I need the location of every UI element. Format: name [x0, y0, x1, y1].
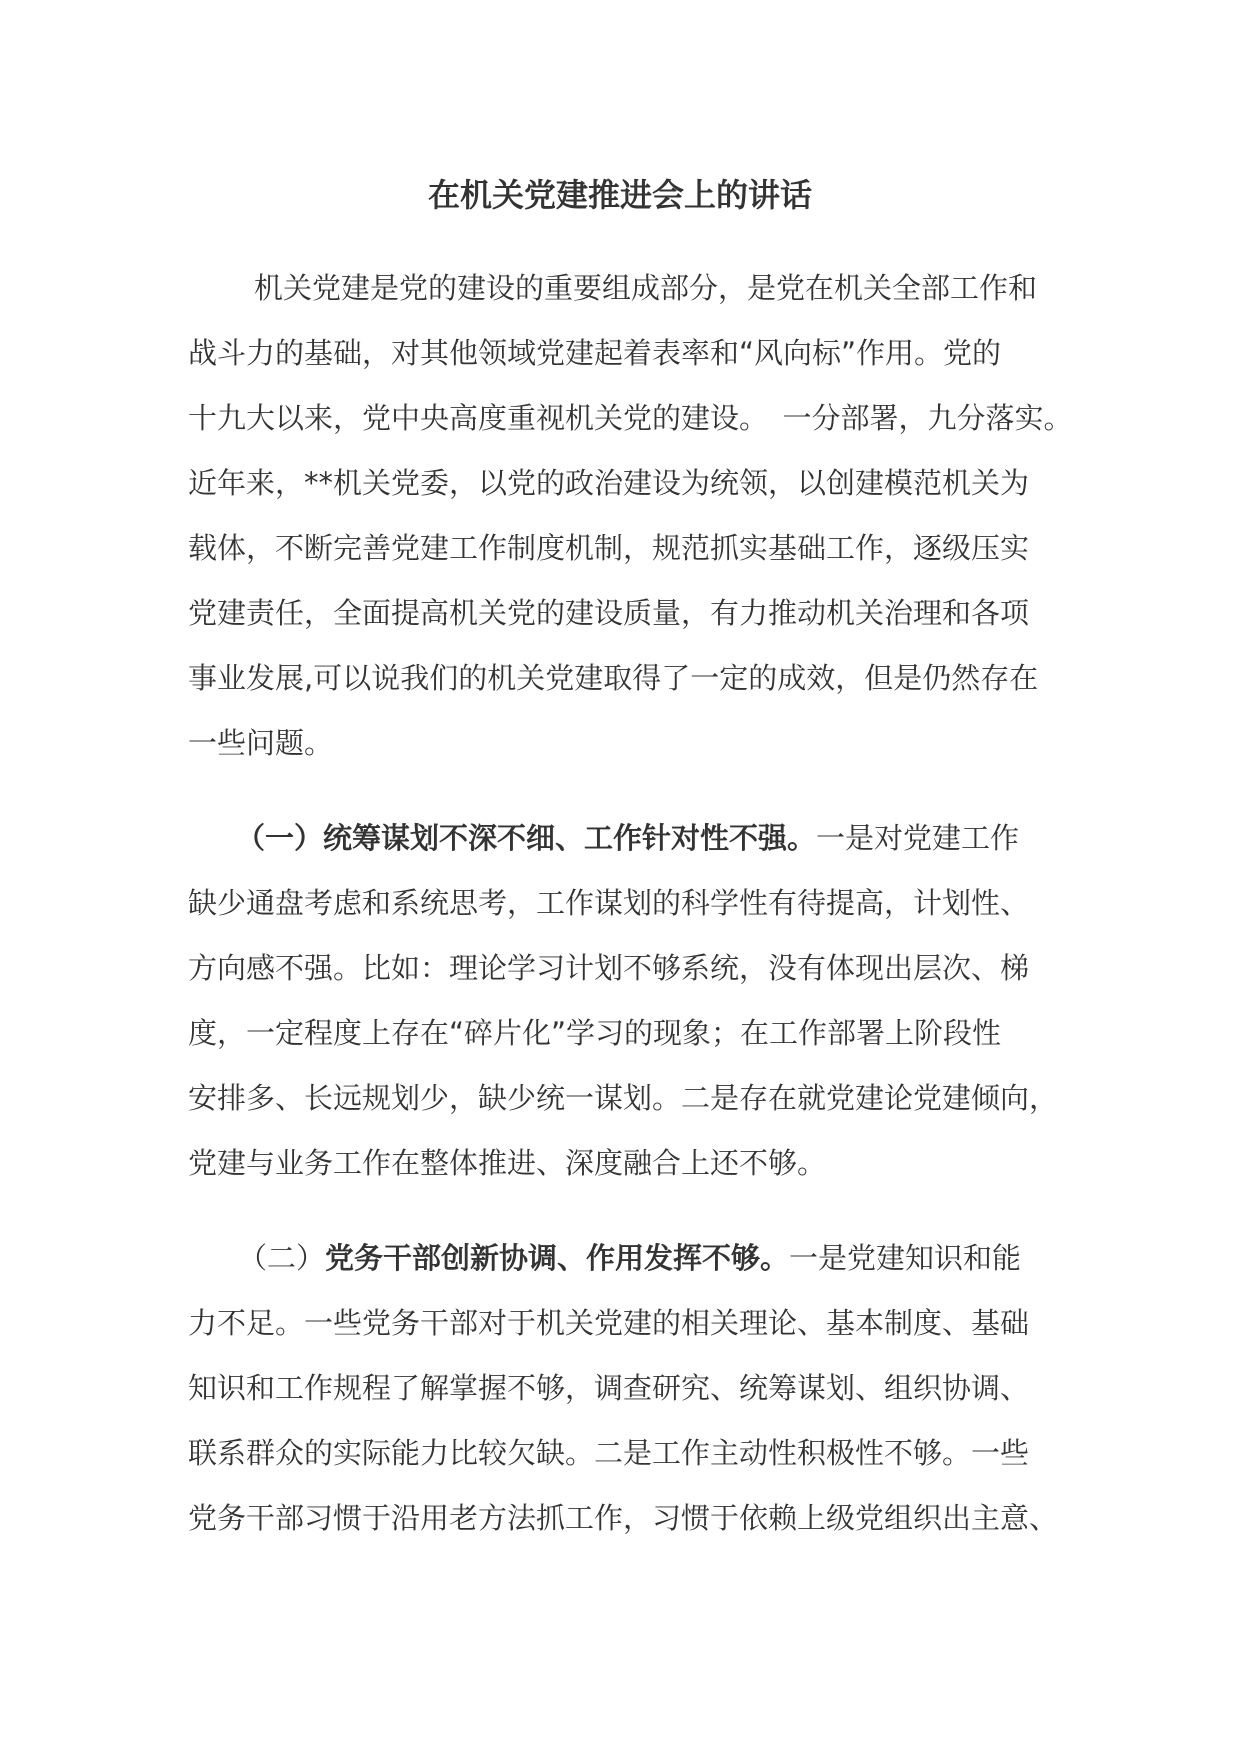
- paragraph-line: 近年来，**机关党委，以党的政治建设为统领，以创建模范机关为: [188, 466, 1030, 500]
- paragraph-line: 缺少通盘考虑和系统思考，工作谋划的科学性有待提高，计划性、: [188, 886, 1030, 920]
- paragraph-line: （一）统筹谋划不深不细、工作针对性不强。一是对党建工作: [236, 821, 1020, 855]
- paragraph-section-1: [188, 806, 1068, 1196]
- paragraph-line: 党建责任，全面提高机关党的建设质量，有力推动机关治理和各项: [188, 596, 1030, 630]
- section-heading: （一）统筹谋划不深不细、工作针对性不强。: [236, 821, 817, 855]
- paragraph-line: 战斗力的基础，对其他领域党建起着表率和“风向标”作用。党的: [188, 336, 1002, 370]
- section-number: （二）: [238, 1241, 326, 1275]
- paragraph-intro: [188, 256, 1073, 776]
- paragraph-line: （二）党务干部创新协调、作用发挥不够。一是党建知识和能: [238, 1241, 1022, 1275]
- paragraph-line: 党务干部习惯于沿用老方法抓工作，习惯于依赖上级党组织出主意、: [188, 1501, 1059, 1535]
- paragraph-line: 力不足。一些党务干部对于机关党建的相关理论、基本制度、基础: [188, 1306, 1030, 1340]
- paragraph-line: 方向感不强。比如：理论学习计划不够系统，没有体现出层次、梯: [188, 951, 1030, 985]
- paragraph-line: 知识和工作规程了解掌握不够，调查研究、统筹谋划、组织协调、: [188, 1371, 1030, 1405]
- paragraph-line: 安排多、长远规划少，缺少统一谋划。二是存在就党建论党建倾向，: [188, 1081, 1059, 1115]
- paragraph-line: 度，一定程度上存在“碎片化”学习的现象；在工作部署上阶段性: [188, 1016, 1002, 1050]
- paragraph-line: 党建与业务工作在整体推进、深度融合上还不够。: [188, 1146, 827, 1180]
- section-heading: 党务干部创新协调、作用发挥不够。: [325, 1241, 790, 1275]
- paragraph-line: 十九大以来，党中央高度重视机关党的建设。 一分部署，九分落实。: [188, 401, 1073, 435]
- paragraph-line: 载体，不断完善党建工作制度机制，规范抓实基础工作，逐级压实: [188, 531, 1030, 565]
- paragraph-line: 机关党建是党的建设的重要组成部分，是党在机关全部工作和: [254, 271, 1038, 305]
- paragraph-line: 事业发展,可以说我们的机关党建取得了一定的成效，但是仍然存在: [188, 661, 1039, 695]
- document-title: 在机关党建推进会上的讲话: [427, 176, 812, 214]
- paragraph-line: 一些问题。: [188, 726, 334, 760]
- paragraph-section-2: [188, 1226, 1068, 1551]
- paragraph-line: 联系群众的实际能力比较欠缺。二是工作主动性积极性不够。一些: [188, 1436, 1030, 1470]
